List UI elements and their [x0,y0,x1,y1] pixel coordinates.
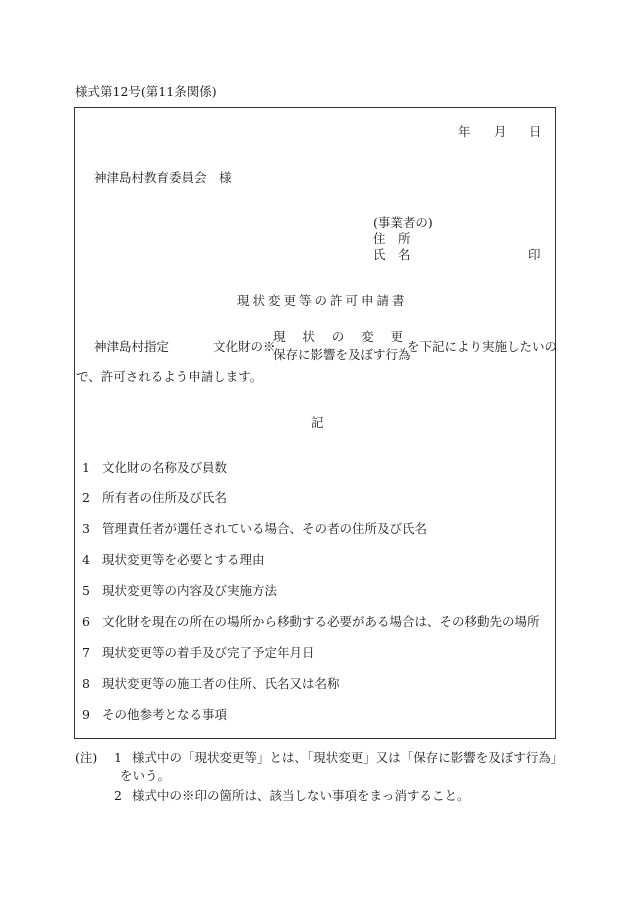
list-item [82,492,227,505]
date-year-label: 年 [458,124,471,139]
item-text: 所有者の住所及び氏名 [101,490,227,505]
ki-heading: 記 [311,415,324,430]
document-title: 現状変更等の許可申請書 [237,293,408,308]
notes-label: (注) [75,750,98,765]
addressee: 神津島村教育委員会 様 [94,170,232,185]
option-char: 状 [302,329,315,344]
list-item [82,647,314,660]
item-text: 文化財を現在の所在の場所から移動する必要がある場合は、その移動先の場所 [101,614,540,629]
option-current-state-change [273,331,403,344]
note-1-number: 1 [114,750,122,765]
item-text: 管理責任者が選任されている場合、その者の住所及び氏名 [101,521,427,536]
form-number-label: 様式第12号(第11条関係) [75,84,217,99]
note-2-number: 2 [114,788,122,803]
item-text: 現状変更等の施工者の住所、氏名又は名称 [101,676,340,691]
option-char: 現 [273,329,286,344]
list-item [82,709,227,722]
option-char: 変 [361,329,374,344]
item-number: 6 [82,614,90,629]
seal-mark: 印 [528,247,541,262]
item-text: 現状変更等の着手及び完了予定年月日 [101,645,315,660]
note-1-line2: をいう。 [120,768,171,783]
body-asset-label: 文化財の※ [213,339,276,354]
item-number: 4 [82,552,90,567]
item-text: 文化財の名称及び員数 [101,460,227,475]
item-number: 1 [82,460,90,475]
item-text: 現状変更等を必要とする理由 [101,552,265,567]
activity-options [273,331,411,361]
body-tail-line1: を下記により実施したいの [407,339,558,354]
item-number: 3 [82,521,90,536]
item-number: 2 [82,490,90,505]
body-tail-line2: で、許可されるよう申請します。 [76,369,263,384]
list-item [82,523,427,536]
item-number: 8 [82,676,90,691]
date-day-label: 日 [529,124,542,139]
option-preservation-impact: 保存に影響を及ぼす行為 [273,346,411,362]
item-number: 9 [82,707,90,722]
applicant-name-label: 氏 名 [373,247,411,262]
list-item [82,678,339,691]
option-char: 更 [390,329,403,344]
list-item [82,554,264,567]
date-month-label: 月 [494,124,507,139]
item-text: 現状変更等の内容及び実施方法 [101,583,277,598]
item-text: その他参考となる事項 [101,707,227,722]
applicant-heading: (事業者の) [373,215,433,230]
note-1-line1: 様式中の「現状変更等」とは、「現状変更」又は「保存に影響を及ぼす行為」 [132,750,564,765]
note-2-text: 様式中の※印の箇所は、該当しない事項をまっ消すること。 [132,788,470,803]
item-number: 7 [82,645,90,660]
option-char: の [331,329,345,344]
body-lead: 神津島村指定 [94,339,170,354]
list-item [82,585,277,598]
list-item [82,462,227,475]
list-item [82,616,539,629]
applicant-address-label: 住 所 [373,231,411,246]
item-number: 5 [82,583,90,598]
